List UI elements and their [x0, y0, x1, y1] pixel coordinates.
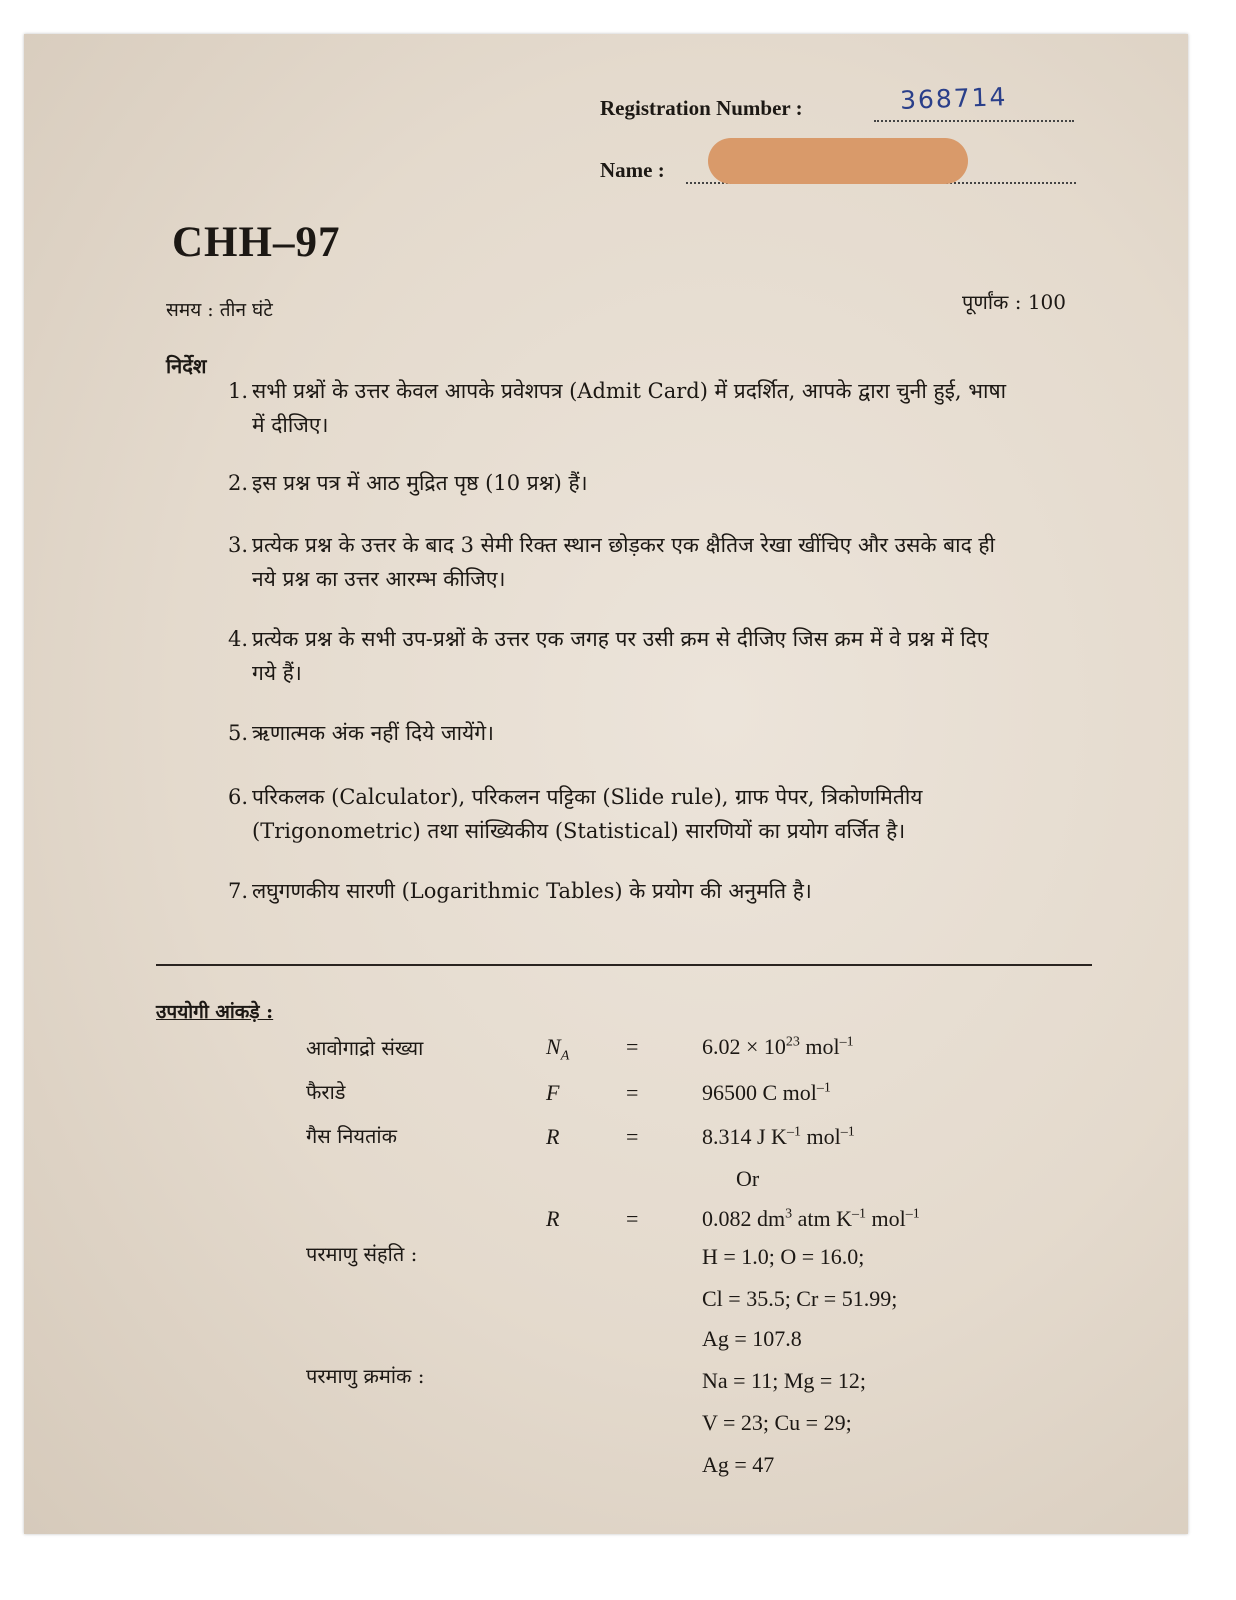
instruction-text: ऋणात्मक अंक नहीं दिये जायेंगे।	[252, 721, 494, 745]
max-marks: पूर्णांक : 100	[962, 290, 1066, 314]
equals-sign: =	[626, 1206, 639, 1231]
instruction-item	[228, 716, 1088, 750]
paper-code: CHH–97	[172, 219, 341, 266]
name-redaction	[708, 138, 968, 184]
section-divider	[156, 964, 1092, 966]
instruction-text: प्रत्येक प्रश्न के उत्तर के बाद 3 सेमी रिक्त स्थान छोड़कर एक क्षैतिज रेखा खींचिए और उसके बाद ही	[252, 533, 995, 557]
atomic-number-line: Na = 11; Mg = 12;	[702, 1368, 866, 1393]
gas-constant-value: 8.314 J $K^{-1}$ mol$^{-1}$	[702, 1124, 855, 1149]
atomic-mass-line: Ag = 107.8	[702, 1326, 802, 1351]
gas-constant-alt-symbol: R	[546, 1206, 560, 1231]
avogadro-symbol: $N_A$	[546, 1034, 570, 1064]
atomic-mass-line: Cl = 35.5; Cr = 51.99;	[702, 1286, 898, 1311]
instruction-item	[228, 874, 1088, 908]
gas-constant-alt-value: 0.082 $dm^3$ atm $K^{-1}$ mol$^{-1}$	[702, 1206, 920, 1231]
instruction-number: 1.	[228, 379, 249, 403]
instruction-number: 2.	[228, 471, 249, 495]
instruction-text-continued: गये हैं।	[252, 661, 302, 685]
time-allowed: समय : तीन घंटे	[166, 299, 273, 321]
instruction-item	[228, 374, 1088, 442]
instruction-number: 6.	[228, 785, 249, 809]
avogadro-value: $6.02 \times 10^{23}$ mol$^{-1}$	[702, 1034, 854, 1059]
instruction-text: सभी प्रश्नों के उत्तर केवल आपके प्रवेशपत्र (Admit Card) में प्रदर्शित, आपके द्वारा चुनी हुई, भाषा	[252, 379, 1007, 403]
faraday-value: 96500 C mol$^{-1}$	[702, 1080, 831, 1105]
gas-constant-label: गैस नियतांक	[306, 1124, 397, 1148]
equals-sign: =	[626, 1080, 639, 1105]
instruction-text: इस प्रश्न पत्र में आठ मुद्रित पृष्ठ (10 प्रश्न) हैं।	[252, 471, 588, 495]
atomic-number-line: V = 23; Cu = 29;	[702, 1410, 852, 1435]
instruction-item	[228, 528, 1088, 596]
equals-sign: =	[626, 1124, 639, 1149]
instruction-item	[228, 780, 1088, 848]
faraday-symbol: F	[546, 1080, 560, 1105]
exam-paper	[24, 34, 1188, 1534]
registration-number-value: 368714	[899, 82, 1008, 115]
instruction-text-continued: (Trigonometric) तथा सांख्यिकीय (Statistical) सारणियों का प्रयोग वर्जित है।	[252, 819, 906, 843]
instruction-item	[228, 466, 1088, 500]
registration-number-label: Registration Number :	[600, 96, 803, 120]
instruction-number: 5.	[228, 721, 249, 745]
name-label: Name :	[600, 158, 665, 182]
instruction-number: 7.	[228, 879, 249, 903]
avogadro-label: आवोगाद्रो संख्या	[306, 1036, 424, 1060]
instructions-heading: निर्देश	[166, 354, 207, 378]
instruction-text: लघुगणकीय सारणी (Logarithmic Tables) के प्रयोग की अनुमति है।	[252, 879, 812, 903]
atomic-mass-label: परमाणु संहति :	[306, 1242, 418, 1266]
equals-sign: =	[626, 1034, 639, 1059]
instruction-text-continued: नये प्रश्न का उत्तर आरम्भ कीजिए।	[252, 567, 506, 591]
useful-data-heading: उपयोगी आंकड़े :	[156, 1001, 274, 1023]
instruction-text-continued: में दीजिए।	[252, 413, 329, 437]
faraday-label: फैराडे	[306, 1080, 346, 1104]
atomic-number-line: Ag = 47	[702, 1452, 775, 1477]
instruction-number: 4.	[228, 627, 249, 651]
atomic-mass-line: H = 1.0; O = 16.0;	[702, 1244, 865, 1269]
instruction-item	[228, 622, 1088, 690]
instruction-text: प्रत्येक प्रश्न के सभी उप-प्रश्नों के उत्तर एक जगह पर उसी क्रम से दीजिए जिस क्रम में वे प्रश्न में दिए	[252, 627, 989, 651]
instruction-number: 3.	[228, 533, 249, 557]
instruction-text: परिकलक (Calculator), परिकलन पट्टिका (Slide rule), ग्राफ पेपर, त्रिकोणमितीय	[252, 785, 923, 809]
gas-constant-symbol: R	[546, 1124, 560, 1149]
or-text: Or	[736, 1166, 760, 1191]
atomic-number-label: परमाणु क्रमांक :	[306, 1364, 425, 1388]
